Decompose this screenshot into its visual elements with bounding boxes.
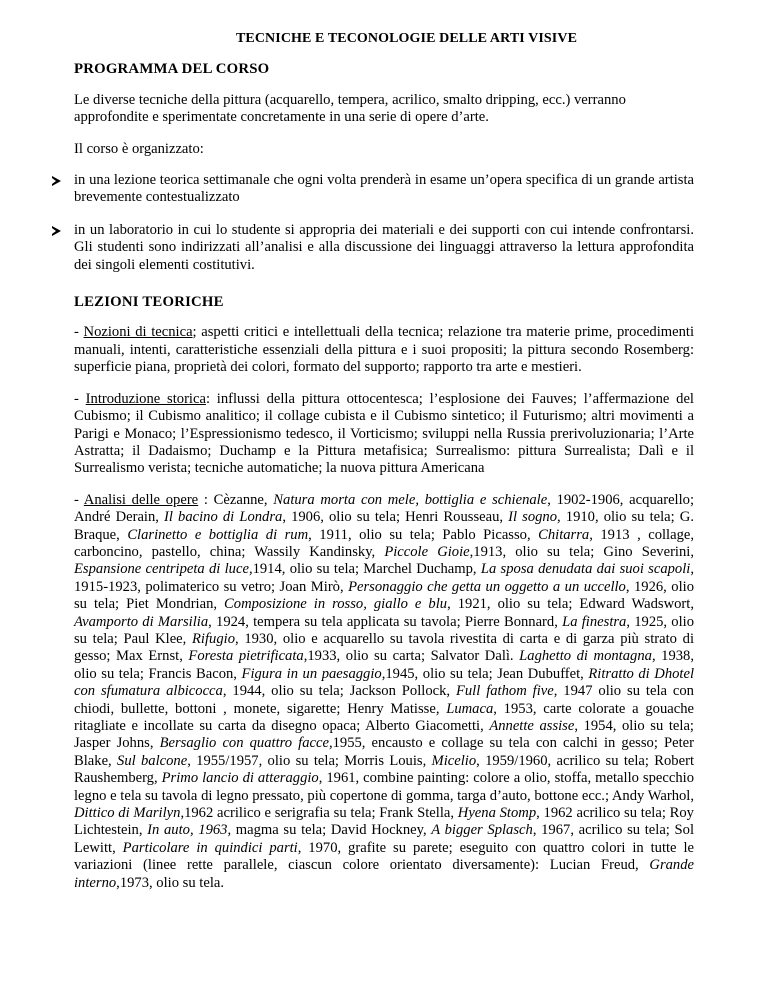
paragraph-introduzione: - Introduzione storica: influssi della pittura ottocentesca; l’esplosione dei Fauves; l’affermazione del Cubismo; il Cubismo analitico; il collage cubista e il Cubismo sintetico; il Futurismo; altri movimenti a Parigi e Monaco; l’Espressionismo tedesco, il Vorticismo; sviluppi nella Russia prerivoluzionaria; l’Arte Astratta; il Dadaismo; Duchamp e la Pittura metafisica; Surrealismo: pittura Surrealista; Dalì e il Surrealismo verista; tecniche automatiche; la nuova pittura Americana: [74, 390, 694, 477]
work-details: ,1973, olio su tela.: [116, 874, 224, 891]
work-title: Annette assise: [489, 718, 575, 734]
introduzione-label: Introduzione storica: [85, 390, 206, 407]
work-details: magma su tela; David Hockney,: [231, 822, 432, 839]
nozioni-text: ; aspetti critici e intellettuali della tecnica; relazione tra materie prime, procedimenti manuali, intenti, caratteristiche essenziali della pittura e i suoi propositi; la pittura secondo Rosemberg: superficie piana, proprietà dei colori, formato del supporto; rapporto tra arte e mestieri.: [74, 324, 694, 376]
work-details: , 1915-1923, polimaterico su vetro; Joan Mirò,: [74, 561, 694, 595]
work-details: ,1914, olio su tela; Marchel Duchamp,: [248, 561, 481, 578]
nozioni-label: Nozioni di tecnica: [83, 324, 193, 341]
work-title: Rifugio: [192, 630, 235, 647]
work-details: , 1925, olio su tela; Paul Klee,: [74, 613, 695, 647]
work-details: , 1944, olio su tela; Jackson Pollock,: [222, 683, 456, 700]
work-title: Avamporto di Marsilia: [74, 613, 209, 630]
work-details: , 1911, olio su tela; Pablo Picasso,: [308, 526, 539, 543]
work-title: Clarinetto e bottiglia di rum: [127, 526, 309, 543]
work-title: La sposa denudata dai suoi scapoli: [480, 561, 691, 578]
work-details: ,1945, olio su tela; Jean Dubuffet,: [381, 665, 589, 682]
work-title: Personaggio che getta un oggetto a un uccello: [348, 578, 626, 595]
introduzione-text: : influssi della pittura ottocentesca; l’esplosione dei Fauves; l’affermazione del Cubismo; il Cubismo analitico; il collage cubista e il Cubismo sintetico; il Futurismo; altri movimenti a Parigi e Monaco; l’Espressionismo tedesco, il Vorticismo; sviluppi nella Russia prerivoluzionaria; l’Arte Astratta; il Dadaismo; Duchamp e la Pittura metafisica; Surrealismo: pittura Surrealista; Dalì e il Surrealismo verista; tecniche automatiche; la nuova pittura Americana: [74, 390, 694, 477]
work-title: Dittico di Marilyn: [74, 805, 181, 822]
work-title: Piccole Gioie: [384, 543, 470, 560]
work-title: Il sogno: [508, 509, 558, 526]
work-details: , 1926, olio su tela; Piet Mondrian,: [74, 578, 694, 613]
work-title: Primo lancio di atteraggio: [161, 770, 319, 787]
work-details: , 1910, olio su tela; G. Braque,: [74, 509, 694, 543]
work-title: A bigger Splasch: [431, 822, 533, 839]
programma-organization: Il corso è organizzato:: [74, 140, 204, 157]
paragraph-analisi: - Analisi delle opere : Cèzanne, Natura morta con mele, bottiglia e schienale, 1902-1906, acquarello; André Derain, Il bacino di Londra, 1906, olio su tela; Henri Rousseau, Il sogno, 1910, olio su tela; G. Braque, Clarinetto e bottiglia di rum, 1911, olio su tela; Pablo Picasso, Chitarra, 1913 , collage, carboncino, pastello, china; Wassily Kandinsky, Piccole Gioie,1913, olio su tela; Gino Severini, Espansione centripeta di luce,1914, olio su tela; Marchel Duchamp, La sposa denudata dai suoi scapoli, 1915-1923, polimaterico su vetro; Joan Mirò, Personaggio che getta un oggetto a un uccello, 1926, olio su tela; Piet Mondrian, Composizione in rosso, giallo e blu, 1921, olio su tela; Edward Wadswort, Avamporto di Marsilia, 1924, tempera su tela applicata su tavola; Pierre Bonnard, La finestra, 1925, olio su tela; Paul Klee, Rifugio, 1930, olio e acquarello su tavola rivestita di carta e di garza più strato di gesso; Max Ernst, Foresta pietrificata,1933, olio su carta; Salvator Dalì. Laghetto di montagna, 1938, olio su tela; Francis Bacon, Figura in un paesaggio,1945, olio su tela; Jean Dubuffet, Ritratto di Dhotel con sfumatura albicocca, 1944, olio su tela; Jackson Pollock, Full fathom five, 1947 olio su tela con chiodi, bullette, bottoni , monete, sigarette; Henry Matisse, Lumaca, 1953, carte colorate a gouache ritagliate e incollate su carta da disegno opaca; Alberto Giacometti, Annette assise, 1954, olio su tela; Jasper Johns, Bersaglio con quattro facce,1955, encausto e collage su tela con calchi in gesso; Peter Blake, Sul balcone, 1955/1957, olio su tela; Morris Louis, Micelio, 1959/1960, acrilico su tela; Robert Raushemberg, Primo lancio di atteraggio, 1961, combine painting: colore a olio, stoffa, metallo specchio legno e tela su tavola di legno pressato, più copertone di gomma, targa d’auto, bottone ecc.; Andy Warhol, Dittico di Marilyn,1962 acrilico e serigrafia su tela; Frank Stella, Hyena Stomp, 1962 acrilico su tela; Roy Lichtestein, In auto, 1963, magma su tela; David Hockney, A bigger Splasch, 1967, acrilico su tela; Sol Lewitt, Particolare in quindici parti, 1970, grafite su parete; eseguito con quattro colori in tutte le variazioni (linee rette parallele, ciascun colore orientato diversamente): Lucian Freud, Grande interno,1973, olio su tela.: [74, 491, 695, 891]
work-details: , 1961, combine painting: colore a olio, stoffa, metallo specchio legno e tela su tavola di legno pressato, più copertone di gomma, targa d’auto, bottone ecc.; Andy Warhol,: [74, 770, 694, 804]
work-title: Laghetto di montagna: [519, 648, 652, 665]
work-title: Il bacino di Londra: [164, 509, 283, 526]
section-heading-programma: PROGRAMMA DEL CORSO: [74, 61, 270, 78]
work-title: Composizione in rosso, giallo e blu: [224, 596, 448, 613]
work-title: Particolare in quindici parti: [122, 839, 298, 856]
analisi-label: Analisi delle opere: [83, 491, 199, 508]
work-title: Grande interno: [74, 857, 694, 891]
work-details: ,1962 acrilico e serigrafia su tela; Frank Stella,: [180, 805, 458, 822]
paragraph-nozioni: - Nozioni di tecnica; aspetti critici e intellettuali della tecnica; relazione tra materie prime, procedimenti manuali, intenti, caratteristiche essenziali della pittura e i suoi propositi; la pittura secondo Rosemberg: superficie piana, proprietà dei colori, formato del supporto; rapporto tra arte e mestieri.: [74, 324, 694, 376]
work-title: La finestra: [562, 613, 627, 630]
work-details: , 1970, grafite su parete; eseguito con quattro colori in tutte le variazioni (linee rette parallele, ciascun colore orientato diversamente): Lucian Freud,: [74, 839, 694, 874]
work-details: , 1959/1960, acrilico su tela; Robert Raushemberg,: [74, 752, 694, 787]
work-title: Natura morta con mele, bottiglia e schienale: [273, 491, 548, 508]
work-title: Foresta pietrificata: [188, 648, 304, 665]
arrow-bullet-icon: [50, 172, 64, 189]
programma-bullet-list: [74, 172, 694, 274]
bullet-text: in un laboratorio in cui lo studente si appropria dei materiali e dei supporti con cui intende confrontarsi. Gli studenti sono indirizzati all’analisi e alla discussione dei linguaggi attraverso la lettura approfondita dei singoli elementi costitutivi.: [74, 221, 694, 273]
work-details: ,1955, encausto e collage su tela con calchi in gesso; Peter Blake,: [74, 735, 694, 769]
document-title: TECNICHE E TECONOLOGIE DELLE ARTI VISIVE: [235, 31, 578, 46]
work-title: In auto, 1963,: [147, 822, 232, 839]
list-item: [50, 222, 694, 274]
work-details: , 1938, olio su tela; Francis Bacon,: [74, 648, 694, 682]
arrow-bullet-icon: [50, 222, 64, 239]
work-title: Espansione centripeta di luce: [74, 561, 249, 578]
work-details: , 1924, tempera su tela applicata su tavola; Pierre Bonnard,: [208, 613, 563, 630]
work-title: Figura in un paesaggio: [241, 665, 382, 682]
work-details: , 1947 olio su tela con chiodi, bullette, bottoni , monete, sigarette; Henry Matisse,: [74, 683, 694, 717]
list-item: [50, 172, 694, 207]
work-title: Sul balcone: [117, 752, 188, 769]
work-pre-text: : Cèzanne,: [198, 491, 274, 508]
work-details: , 1967, acrilico su tela; Sol Lewitt,: [74, 822, 695, 856]
work-details: , 1913 , collage, carboncino, pastello, china; Wassily Kandinsky,: [74, 526, 695, 560]
work-details: , 1962 acrilico su tela; Roy Lichtestein,: [74, 805, 694, 839]
work-details: , 1902-1906, acquarello; André Derain,: [74, 491, 695, 526]
work-title: Chitarra: [538, 526, 590, 543]
work-title: Full fathom five: [455, 683, 554, 700]
work-title: Lumaca: [446, 700, 494, 717]
work-details: ,1913, olio su tela; Gino Severini,: [469, 543, 694, 560]
work-details: , 1930, olio e acquarello su tavola rivestita di carta e di garza più strato di gesso; Max Ernst,: [74, 630, 694, 665]
programma-intro: Le diverse tecniche della pittura (acquarello, tempera, acrilico, smalto dripping, ecc.) verranno approfondite e sperimentate concretamente in una serie di opere d’arte.: [74, 91, 626, 126]
work-details: , 1955/1957, olio su tela; Morris Louis,: [187, 752, 432, 769]
bullet-text: in una lezione teorica settimanale che ogni volta prenderà in esame un’opera specifica di un grande artista brevemente contestualizzato: [74, 172, 694, 206]
work-title: Ritratto di Dhotel con sfumatura albicocca: [74, 665, 694, 700]
work-details: , 1953, carte colorate a gouache ritagliate e incollate su carta da disegno opaca; Alberto Giacometti,: [74, 700, 694, 734]
work-title: Bersaglio con quattro facce: [159, 735, 329, 752]
work-details: , 1921, olio su tela; Edward Wadswort,: [447, 596, 694, 613]
work-details: , 1954, olio su tela; Jasper Johns,: [74, 718, 694, 752]
work-details: ,1933, olio su carta; Salvator Dalì.: [303, 648, 520, 665]
work-title: Micelio: [431, 752, 477, 769]
section-heading-lezioni: LEZIONI TEORICHE: [74, 294, 224, 311]
document-page: [74, 30, 694, 906]
work-title: Hyena Stomp: [457, 805, 537, 822]
work-details: , 1906, olio su tela; Henri Rousseau,: [282, 509, 509, 526]
